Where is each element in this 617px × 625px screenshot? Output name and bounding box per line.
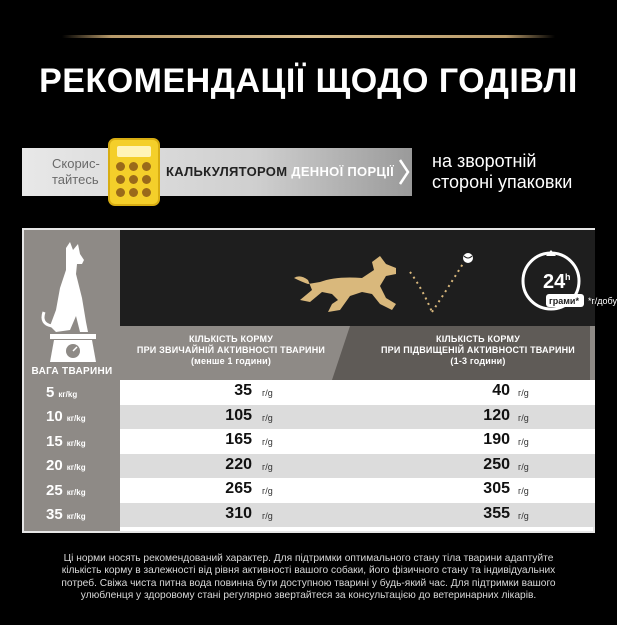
promo-calc-word: КАЛЬКУЛЯТОРОМ (166, 164, 288, 179)
feeding-disclaimer: Ці норми носять рекомендований характер. Для підтримки оптимального стану тіла тварини адаптуйте кількість корму в залежності від рівня активності вашого собаки, його фізичного стану та індивідуальних потреб. Свіжа чиста питна вода повинна бути доступною тварині у будь-який час. Для підтримки вашого улюбленця у здоровому стані регулярно звертайтеся за консультацією до ветеринарних лікарів. (61, 553, 556, 601)
weight-unit: кг/kg (66, 438, 86, 448)
high-activity-header: КІЛЬКІСТЬ КОРМУ ПРИ ПІДВИЩЕНІЙ АКТИВНОСТІ ТВАРИНИ (1-3 години) (366, 326, 590, 380)
promo-portion-word: ДЕННОЇ ПОРЦІЇ (291, 164, 395, 179)
high-portion-unit: г/g (518, 510, 529, 521)
high-portion-value: 190 (483, 431, 510, 448)
normal-portion-value: 165 (225, 431, 252, 448)
table-row (24, 380, 595, 405)
high-portion-value: 355 (483, 504, 510, 522)
weight-value: 35 (46, 506, 63, 524)
high-portion-unit: г/g (518, 388, 529, 398)
normal-portion-value: 310 (225, 504, 252, 522)
table-row (24, 429, 595, 454)
normal-activity-header: КІЛЬКІСТЬ КОРМУ ПРИ ЗВИЧАЙНІЙ АКТИВНОСТІ ТВАРИНИ (менше 1 години) (136, 334, 326, 366)
table-row (24, 454, 595, 479)
weight-value: 5 (46, 383, 55, 401)
clock-hours-text: 24 (543, 271, 566, 293)
clock-suffix-text: h (565, 272, 571, 282)
normal-portion-unit: г/g (262, 412, 273, 423)
column-headers (120, 326, 595, 380)
weight-value: 25 (46, 481, 63, 499)
weight-unit: кг/kg (66, 414, 86, 424)
normal-portion-unit: г/g (262, 437, 273, 447)
chevron-right-icon (398, 158, 410, 186)
promo-try-text: Скорис- тайтесь (52, 156, 100, 187)
clock-unit-label: *г/добу (588, 296, 617, 306)
activity-illustration-panel (120, 230, 617, 326)
normal-portion-unit: г/g (262, 388, 273, 398)
weight-unit: кг/kg (66, 463, 86, 473)
running-dog-icon (292, 248, 512, 322)
promo-back-of-pack-text: на зворотній стороні упаковки (432, 151, 573, 192)
normal-portion-unit: г/g (262, 461, 273, 472)
high-portion-value: 250 (483, 455, 510, 473)
high-portion-unit: г/g (518, 412, 529, 423)
dog-on-scale-icon (36, 240, 108, 364)
high-portion-unit: г/g (518, 437, 529, 447)
weight-unit: кг/kg (66, 512, 86, 522)
weight-unit: кг/kg (66, 487, 86, 497)
weight-value: 20 (46, 457, 63, 475)
gold-divider-line (62, 35, 555, 38)
weight-column-label: ВАГА ТВАРИНИ (31, 366, 113, 377)
normal-portion-value: 105 (225, 406, 252, 424)
header-chevron-divider (332, 326, 366, 380)
feeding-table (22, 228, 617, 533)
page-title: РЕКОМЕНДАЦІЇ ЩОДО ГОДІВЛІ (39, 62, 578, 100)
high-portion-value: 40 (492, 382, 510, 399)
weight-value: 15 (46, 432, 63, 450)
high-portion-unit: г/g (518, 461, 529, 472)
high-portion-unit: г/g (518, 486, 529, 496)
normal-portion-value: 265 (225, 480, 252, 497)
normal-portion-value: 35 (234, 382, 252, 399)
table-row (24, 405, 595, 430)
weight-unit: кг/kg (58, 389, 78, 399)
daily-clock-icon (516, 246, 586, 316)
weight-value: 10 (46, 408, 63, 426)
normal-portion-unit: г/g (262, 510, 273, 521)
high-portion-value: 120 (483, 406, 510, 424)
table-row (24, 503, 595, 528)
table-row (24, 478, 595, 503)
clock-badge-text: грами* (549, 296, 579, 306)
feeding-rows (24, 380, 595, 527)
normal-portion-unit: г/g (262, 486, 273, 496)
calculator-icon (108, 138, 160, 206)
promo-calculator-text (166, 164, 394, 179)
high-portion-value: 305 (483, 480, 510, 497)
normal-portion-value: 220 (225, 455, 252, 473)
